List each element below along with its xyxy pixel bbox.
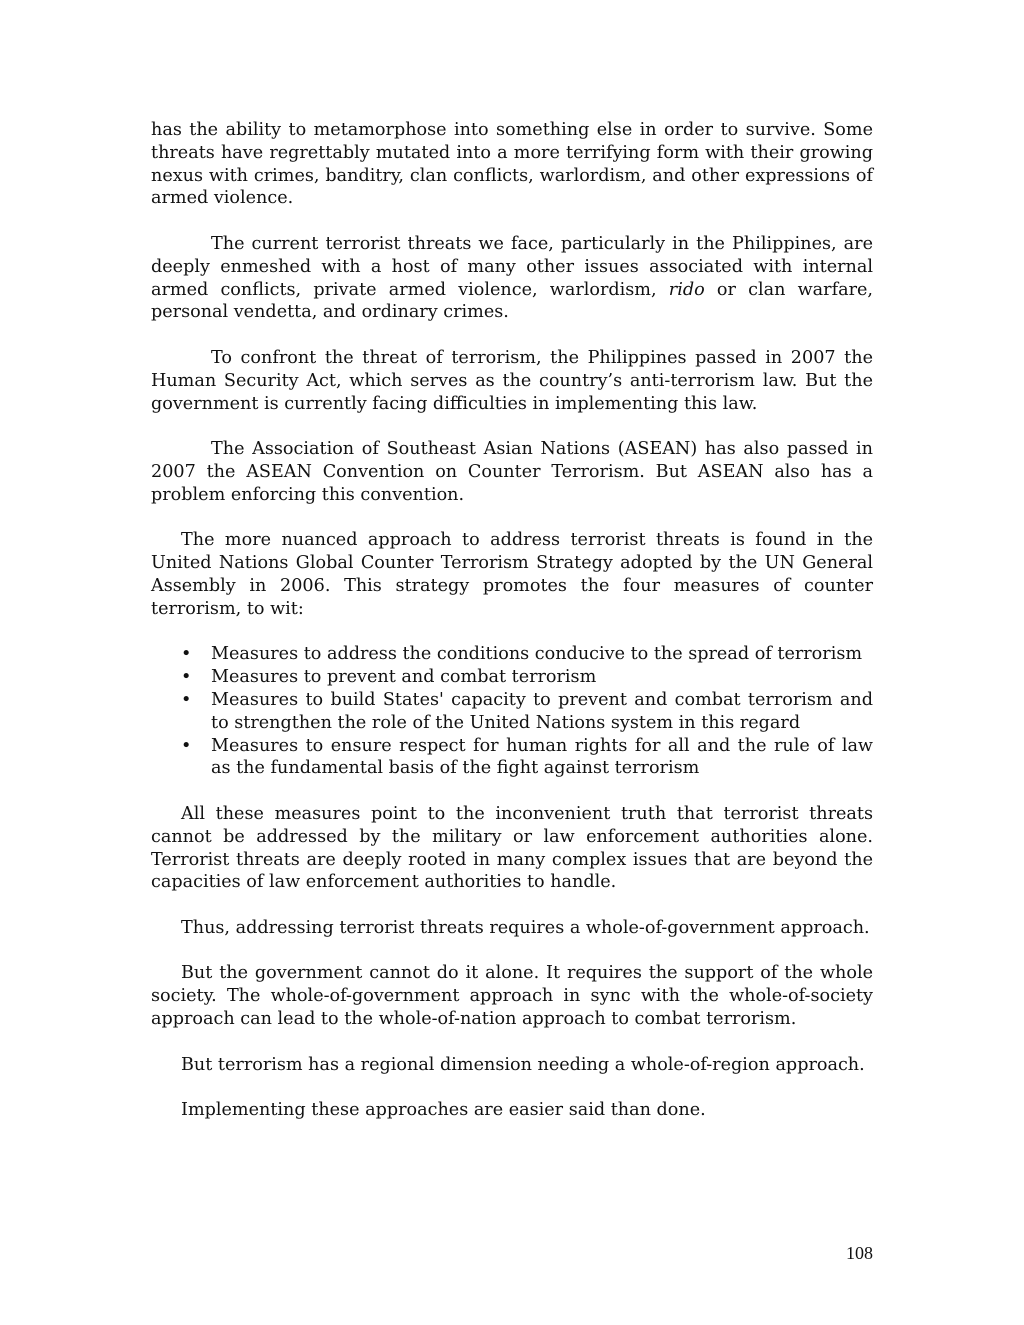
- page-number: 108: [846, 1243, 873, 1263]
- bullet-icon: •: [181, 644, 192, 665]
- paragraph-2: [151, 233, 873, 324]
- list-item-text: Measures to address the conditions conducive to the spread of terrorism: [211, 644, 863, 665]
- paragraph-2-text-start: The current terrorist threats we face, particularly in the Philippines, are deeply enmeshed with a host of many other issues associated with internal armed conflicts, private armed violence, warlordism,: [151, 233, 873, 300]
- list-item: [151, 689, 873, 735]
- list-item: [151, 666, 873, 689]
- paragraph-6: All these measures point to the inconvenient truth that terrorist threats cannot be addressed by the military or law enforcement authorities alone. Terrorist threats are deeply rooted in many complex issues that are beyond the capacities of law enforcement authorities to handle.: [151, 803, 873, 893]
- paragraph-4: The Association of Southeast Asian Nations (ASEAN) has also passed in 2007 the ASEAN Convention on Counter Terrorism. But ASEAN also has a problem enforcing this convention.: [151, 439, 873, 505]
- list-item: [151, 643, 873, 666]
- paragraph-3: To confront the threat of terrorism, the Philippines passed in 2007 the Human Security Act, which serves as the country’s anti-terrorism law. But the government is currently facing difficulties in implementing this law.: [151, 347, 873, 414]
- paragraph-5: The more nuanced approach to address terrorist threats is found in the United Nations Global Counter Terrorism Strategy adopted by the UN General Assembly in 2006. This strategy promotes the four measures of counter terrorism, to wit:: [151, 530, 873, 619]
- bullet-icon: •: [181, 689, 192, 710]
- list-item-text: Measures to ensure respect for human rights for all and the rule of law as the fundamental basis of the fight against terrorism: [211, 735, 873, 779]
- paragraph-7: Thus, addressing terrorist threats requires a whole-of-government approach.: [181, 917, 870, 938]
- document-body: [151, 119, 873, 1145]
- bullet-icon: •: [181, 735, 192, 756]
- paragraph-10: Implementing these approaches are easier said than done.: [181, 1100, 706, 1121]
- paragraph-2-italic-term: rido: [668, 279, 705, 300]
- measures-list: [151, 643, 873, 780]
- paragraph-8: But the government cannot do it alone. It requires the support of the whole society. The whole-of-government approach in sync with the whole-of-society approach can lead to the whole-of-nation approach to combat terrorism.: [151, 963, 873, 1030]
- paragraph-1: has the ability to metamorphose into something else in order to survive. Some threats have regrettably mutated into a more terrifying form with their growing nexus with crimes, banditry, clan conflicts, warlordism, and other expressions of armed violence.: [151, 120, 873, 209]
- paragraph-9: But terrorism has a regional dimension needing a whole-of-region approach.: [181, 1054, 865, 1075]
- list-item: [151, 735, 873, 781]
- paragraph-2-text-end: or clan warfare, personal vendetta, and ordinary crimes.: [151, 279, 873, 323]
- bullet-icon: •: [181, 667, 192, 688]
- list-item-text: Measures to build States' capacity to prevent and combat terrorism and to strengthen the role of the United Nations system in this regard: [211, 689, 873, 733]
- list-item-text: Measures to prevent and combat terrorism: [211, 667, 597, 688]
